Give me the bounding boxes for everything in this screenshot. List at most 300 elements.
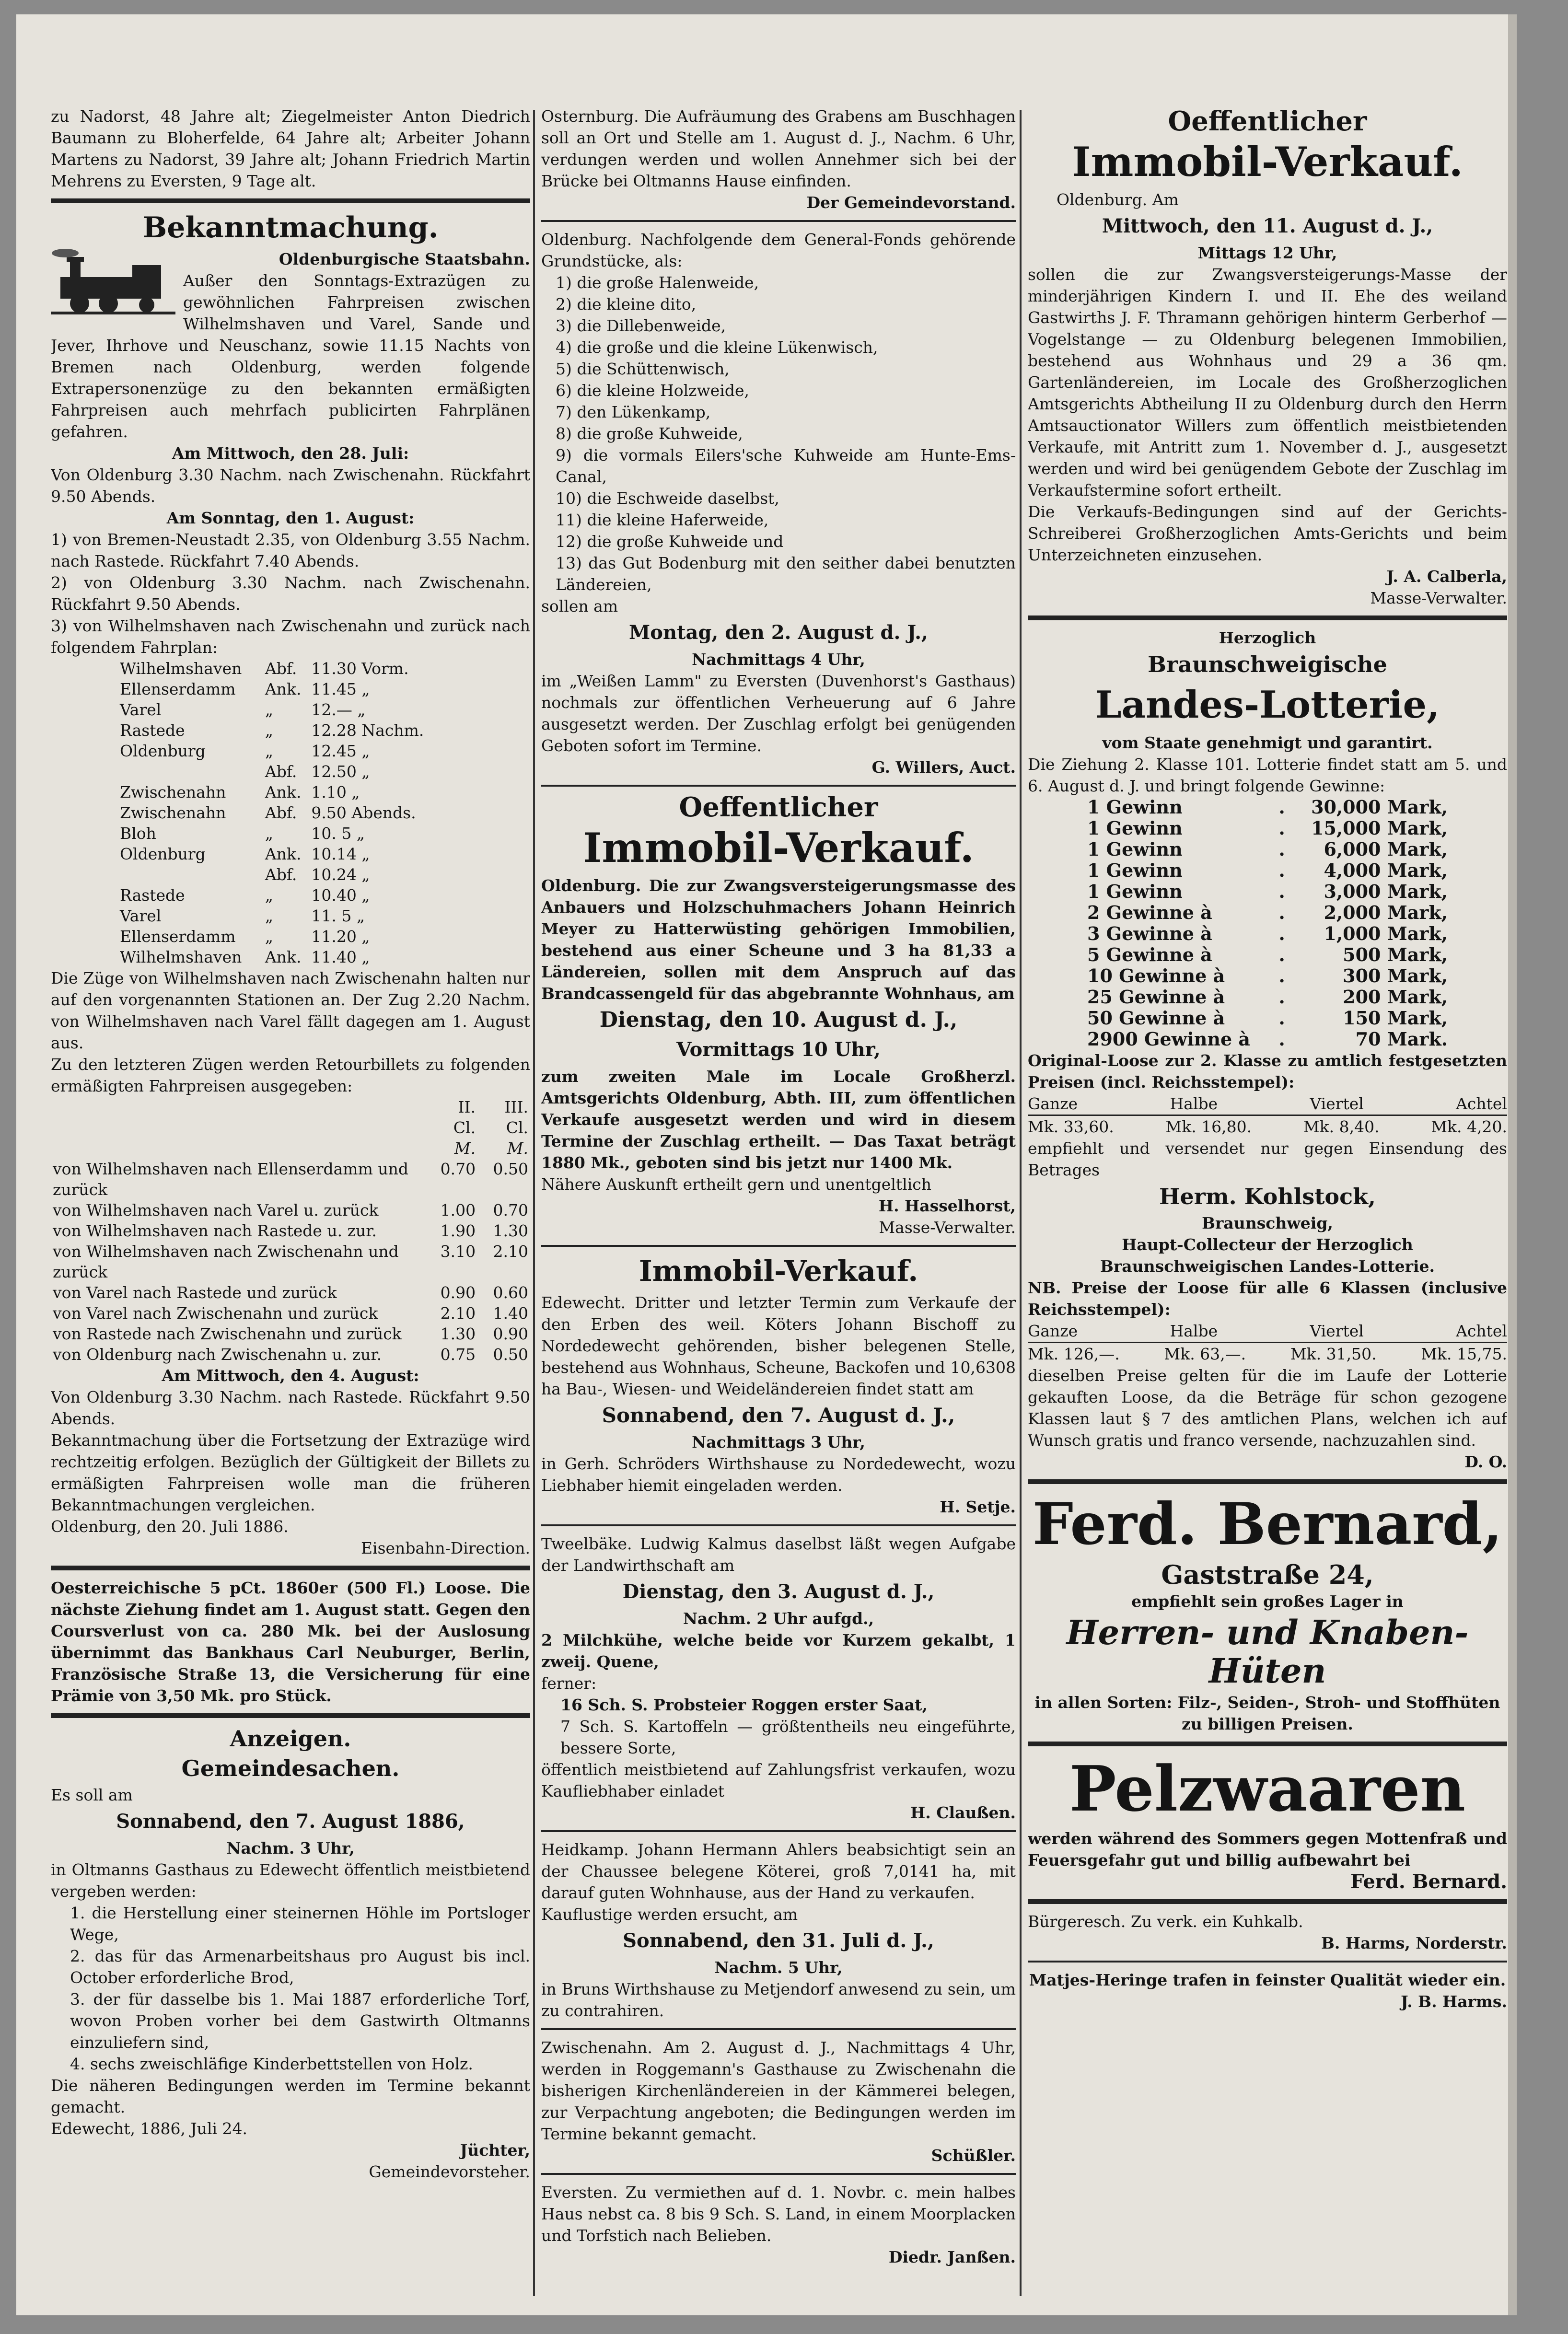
fahrplan-cell: „ [265, 721, 274, 740]
divider [51, 1713, 530, 1718]
preis-head-viertel: Viertel [1310, 1322, 1364, 1340]
sonntag-heading: Am Sonntag, den 1. August: [166, 509, 415, 527]
fahrplan-row [118, 885, 444, 906]
divider [541, 220, 1016, 222]
gewinn-cell: 1 Gewinn [1087, 817, 1183, 839]
gewinn-cell: . [1278, 1028, 1285, 1050]
braunschweigische-heading: Braunschweigische [1148, 651, 1387, 677]
retour-row [51, 1324, 530, 1344]
gewinn-cell: 3,000 Mark, [1324, 881, 1448, 902]
sollen-am: sollen am [541, 597, 618, 615]
newspaper-page [16, 14, 1517, 2315]
column-right [1028, 105, 1507, 2291]
retour-unit-3: M. [507, 1139, 528, 1158]
pelzwaaren-heading: Pelzwaaren [1069, 1752, 1466, 1825]
fahrplan-cell: „ [265, 906, 274, 925]
fahrplan-cell: Wilhelmshaven [120, 659, 242, 678]
preis-ganze: Mk. 126,—. [1028, 1345, 1120, 1363]
fahrplan-table [118, 658, 444, 967]
fahrplan-cell: Ellenserdamm [120, 927, 236, 946]
fahrplan-cell: 9.50 Abends. [311, 803, 416, 822]
retour-cell: 0.50 [493, 1345, 528, 1364]
preis-ganze: Mk. 33,60. [1028, 1117, 1114, 1136]
preis-row [1028, 1115, 1507, 1138]
column-middle [541, 105, 1016, 2291]
retour-row [51, 1220, 530, 1241]
fahrplan-cell [118, 761, 263, 782]
fahrplan-cell: Bloh [120, 824, 156, 843]
signature: Diedr. Janßen. [888, 2248, 1016, 2266]
bruns-text: in Bruns Wirthshause zu Metjendorf anwesend zu sein, um zu contrahiren. [541, 1980, 1016, 2020]
heidkamp-text: Heidkamp. Johann Hermann Ahlers beabsichtigt sein an der Chaussee belegene Köterei, groß 7,0141 ha, mit darauf guten Wohnhause, aus der Hand zu verkaufen. [541, 1840, 1016, 1902]
anzeigen-heading: Anzeigen. [230, 1726, 351, 1752]
kohlstock-heading: Herm. Kohlstock, [1159, 1184, 1376, 1209]
fahrplan-cell: Abf. [265, 803, 297, 822]
list-item: 11) die kleine Haferweide, [556, 511, 769, 529]
fahrplan-cell: 11.20 „ [311, 927, 370, 946]
sonnabend-date: Sonnabend, den 31. Juli d. J., [623, 1929, 934, 1952]
time: Nachmittags 3 Uhr, [692, 1433, 865, 1451]
time: Vormittags 10 Uhr, [676, 1038, 881, 1061]
fahrplan-cell: Ank. [265, 680, 302, 698]
thramann-text: sollen die zur Zwangsversteigerungs-Masse der minderjährigen Kindern I. und II. Ehe des weiland Gastwirths J. F. Thramann gehörigen hinterm Gerberhof — Vogelstange — zu Oldenburg belegenen Immobilien, bestehend aus Wohnhaus und 29 a 36 qm. Gartenländereien, im Locale des Großherzoglichen Amtsgerichts Abtheilung II zu Oldenburg durch den Herrn Amtsauctionator Willers zum öffentlich meistbietenden Verkaufe, mit Antritt zum 1. November d. J., ausgesetzt werden und wird bei genügendem Gebote der Zuschlag im Verkaufstermine sofort ertheilt. [1028, 265, 1507, 499]
divider [541, 2173, 1016, 2175]
retour-cell: 0.75 [440, 1345, 476, 1364]
signature: G. Willers, Auct. [871, 758, 1016, 777]
fahrplan-cell: „ [265, 886, 274, 905]
gewinn-cell: 15,000 Mark, [1311, 817, 1448, 839]
signature: J. B. Harms. [1401, 1992, 1507, 2011]
column-left [51, 105, 530, 2291]
retour-cell: 1.30 [440, 1324, 476, 1343]
gewinn-cell: 2,000 Mark, [1324, 902, 1448, 923]
gewinn-cell: 300 Mark, [1343, 965, 1448, 987]
signature-title: Gemeindevorsteher. [369, 2162, 530, 2181]
list-item: 8) die große Kuhweide, [556, 424, 743, 443]
fahrplan-cell: 12.28 Nachm. [311, 721, 424, 740]
retour-cell: 0.90 [493, 1324, 528, 1343]
fahrplan-row [118, 906, 444, 926]
gewinn-row [1085, 818, 1450, 839]
retour-cell: von Varel nach Zwischenahn und zurück [53, 1304, 378, 1323]
oesterr-loose-ad: Oesterreichische 5 pCt. 1860er (500 Fl.) Loose. Die nächste Ziehung findet am 1. August statt. Gegen den Coursverlust von ca. 280 Mk. bei der Auslosung übernimmt das Bankhaus Carl Neuburger, Berlin, Französische Straße 13, die Versicherung für eine Prämie von 3,50 Mk. pro Stück. [51, 1579, 530, 1705]
immobil-verkauf-heading-2: Immobil-Verkauf. [639, 1254, 918, 1288]
gewinn-row [1085, 1008, 1450, 1029]
matjes-text: Matjes-Heringe trafen in feinster Qualität wieder ein. [1029, 1971, 1506, 1989]
osternburg-text: Osternburg. Die Aufräumung des Grabens am Buschhagen soll an Ort und Stelle am 1. August d. J., Nachm. 6 Uhr, verdungen werden und wollen Annehmer sich bei der Brücke bei Oltmanns Hause einfinden. [541, 107, 1016, 190]
empfiehlt-text: empfiehlt und versendet nur gegen Einsendung des Betrages [1028, 1139, 1507, 1179]
signature-name: H. Hasselhorst, [878, 1196, 1016, 1215]
retour-cell: von Rastede nach Zwischenahn und zurück [53, 1324, 402, 1343]
auskunft-text: Nähere Auskunft ertheilt gern und unentgeltlich [541, 1175, 931, 1194]
fahrplan-cell: Varel [120, 906, 162, 925]
list-item: 13) das Gut Bodenburg mit den seither dabei benutzten Ländereien, [556, 554, 1016, 594]
fahrplan-row [118, 761, 444, 782]
retour-cell: von Oldenburg nach Zwischenahn u. zur. [53, 1345, 382, 1364]
retour-head-2: II. Cl. [453, 1098, 476, 1137]
gewinn-cell: . [1278, 965, 1285, 987]
fahrplan-cell: Rastede [120, 886, 185, 905]
ferner: ferner: [541, 1674, 597, 1693]
retour-cell: 0.70 [440, 1160, 476, 1178]
fahrplan-row [118, 720, 444, 741]
fahrplan-cell: Ank. [265, 783, 302, 801]
gemeindesachen-heading: Gemeindesachen. [181, 1755, 400, 1781]
gewinn-cell: 500 Mark, [1343, 944, 1448, 965]
list-item: 12) die große Kuhweide und [556, 532, 784, 551]
gewinn-cell: . [1278, 986, 1285, 1008]
preis-head-achtel: Achtel [1456, 1094, 1507, 1113]
gewinn-row [1085, 987, 1450, 1008]
retour-cell: 0.60 [493, 1283, 528, 1302]
retour-table [51, 1097, 530, 1365]
garantirt: vom Staate genehmigt und garantirt. [1102, 733, 1433, 752]
gewinn-row [1085, 860, 1450, 881]
retour-cell: 0.50 [493, 1160, 528, 1178]
gewinn-row [1085, 1029, 1450, 1050]
retour-unit-2: M. [454, 1139, 476, 1158]
retour-cell: 0.90 [440, 1283, 476, 1302]
kuehe-text: 2 Milchkühe, welche beide vor Kurzem gekalbt, 1 zweij. Quene, [541, 1631, 1016, 1671]
divider [51, 1566, 530, 1570]
fahrplan-cell: Abf. [265, 762, 297, 781]
sonntag-item: 3) von Wilhelmshaven nach Zwischenahn und zurück nach folgendem Fahrplan: [51, 616, 530, 657]
roggen-text: 16 Sch. S. Probsteier Roggen erster Saat, [560, 1695, 928, 1714]
signature: Schüßler. [931, 2146, 1016, 2165]
dieselben-preise: dieselben Preise gelten für die im Laufe der Lotterie gekauften Loose, da die Beträge für schon gezogene Klassen laut § 7 des amtlichen Plans, welchen ich auf Wunsch gratis und franco versende, nachzuzahlen sind. [1028, 1366, 1507, 1450]
preis-head-ganze: Ganze [1028, 1094, 1078, 1113]
meyer-text-2: zum zweiten Male im Locale Großherzl. Amtsgerichts Oldenburg, Abth. III, zum öffentlichen Verkaufe ausgesetzt werden und wird in diesem Termine der Zuschlag ertheilt. — Das Taxat beträgt 1880 Mk., geboten sind bis jetzt nur 1400 Mk. [541, 1067, 1016, 1172]
fahrplan-cell [118, 864, 263, 885]
herzoglich: Herzoglich [1219, 628, 1316, 647]
retour-head-3: III. Cl. [504, 1098, 528, 1137]
gaststrasse: Gaststraße 24, [1161, 1559, 1374, 1590]
fahrplan-cell: 11.30 Vorm. [311, 659, 409, 678]
divider [541, 1524, 1016, 1526]
mittwoch2-text: Von Oldenburg 3.30 Nachm. nach Rastede. Rückfahrt 9.50 Abends. [51, 1388, 530, 1428]
fahrplan-cell: 12.45 „ [311, 742, 370, 760]
gewinn-cell: . [1278, 1007, 1285, 1029]
original-loose: Original-Loose zur 2. Klasse zu amtlich festgesetzten Preisen (incl. Reichsstempel): [1028, 1051, 1507, 1092]
divider [541, 1245, 1016, 1247]
gewinn-row [1085, 923, 1450, 944]
gewinne-table [1085, 797, 1450, 1050]
meyer-text: Oldenburg. Die zur Zwangsversteigerungsmasse des Anbauers und Holzschuhmachers Johann Heinrich Meyer zu Hatterwüsting gehörigen Immobilien, bestehend aus einer Scheune und 3 ha 81,33 a Ländereien, sollen mit dem Anspruch auf das Brandcassengeld für das abgebrannte Wohnhaus, am [541, 876, 1016, 1003]
divider [1028, 615, 1507, 620]
retour-row [51, 1303, 530, 1324]
gewinn-cell: 5 Gewinne à [1087, 944, 1212, 965]
fahrplan-cell: Wilhelmshaven [120, 948, 242, 966]
fahrplan-cell: 10.24 „ [311, 865, 370, 884]
dienstag-date: Dienstag, den 3. August d. J., [622, 1580, 935, 1603]
gewinn-cell: 10 Gewinne à [1087, 965, 1225, 987]
divider [541, 785, 1016, 787]
time: Nachm. 3 Uhr, [226, 1839, 355, 1858]
preis-row-2 [1028, 1342, 1507, 1365]
es-soll: Es soll am [51, 1786, 133, 1804]
list-item: 3. der für dasselbe bis 1. Mai 1887 erforderliche Torf, wovon Proben vorher bei dem Gastwirth Oltmanns einzuliefern sind, [70, 1990, 530, 2052]
signature: H. Claußen. [910, 1803, 1016, 1822]
signature: H. Setje. [940, 1498, 1016, 1516]
braunschweig: Braunschweig, [1202, 1214, 1333, 1232]
gewinn-cell: . [1278, 923, 1285, 944]
fahrplan-row [118, 864, 444, 885]
divider [1028, 1479, 1507, 1484]
fahrplan-cell: Zwischenahn [120, 783, 226, 801]
sonntag-item: 2) von Oldenburg 3.30 Nachm. nach Zwischenahn. Rückfahrt 9.50 Abends. [51, 573, 530, 614]
oeffentlicher-heading: Oeffentlicher [1168, 105, 1367, 137]
retour-cell: von Wilhelmshaven nach Varel u. zurück [53, 1201, 379, 1219]
immobil-verkauf-heading: Immobil-Verkauf. [583, 824, 974, 871]
fahrplan-cell: 12.50 „ [311, 762, 370, 781]
fahrplan-cell: 11.45 „ [311, 680, 370, 698]
time: Nachm. 5 Uhr, [714, 1958, 843, 1977]
buergeresch-text: Bürgeresch. Zu verk. ein Kuhkalb. [1028, 1912, 1303, 1931]
dienstag-date: Dienstag, den 10. August d. J., [599, 1008, 958, 1032]
fahrplan-cell: 1.10 „ [311, 783, 360, 801]
signature: D. O. [1464, 1452, 1507, 1471]
fahrplan-cell: 10.14 „ [311, 845, 370, 863]
retour-row [51, 1344, 530, 1365]
hueten-heading: Hüten [1208, 1651, 1326, 1691]
gewinn-cell: 4,000 Mark, [1324, 859, 1448, 881]
fahrplan-cell: Zwischenahn [120, 803, 226, 822]
preis-achtel: Mk. 15,75. [1421, 1345, 1507, 1363]
oltmann-text: in Oltmanns Gasthaus zu Edewecht öffentlich meistbietend vergeben werden: [51, 1860, 530, 1901]
preis-head-achtel: Achtel [1456, 1322, 1507, 1340]
fahrplan-cell: Varel [120, 700, 162, 719]
gewinn-cell: 2900 Gewinne à [1087, 1028, 1251, 1050]
immobil-verkauf-heading: Immobil-Verkauf. [1072, 138, 1463, 186]
column-divider [1020, 110, 1022, 2296]
sorten-text: in allen Sorten: Filz-, Seiden-, Stroh- und Stoffhüten zu billigen Preisen. [1034, 1693, 1500, 1733]
preis-head-halbe: Halbe [1170, 1094, 1218, 1113]
list-item: 4) die große und die kleine Lükenwisch, [556, 338, 878, 357]
preis-achtel: Mk. 4,20. [1431, 1117, 1507, 1136]
edewecht-date: Edewecht, 1886, Juli 24. [51, 2119, 248, 2138]
fahrplan-cell: „ [265, 700, 274, 719]
gewinn-row [1085, 944, 1450, 965]
gewinn-cell: . [1278, 859, 1285, 881]
fahrplan-cell: 12.— „ [311, 700, 366, 719]
gewinn-cell: . [1278, 944, 1285, 965]
gewinn-cell: . [1278, 838, 1285, 860]
gewinn-cell: 25 Gewinne à [1087, 986, 1225, 1008]
time: Nachmittags 4 Uhr, [692, 650, 865, 669]
fahrplan-row [118, 823, 444, 844]
bernard-heading: Ferd. Bernard, [1032, 1490, 1503, 1558]
divider [541, 1830, 1016, 1832]
fahrplan-cell: Ank. [265, 845, 302, 863]
mittwoch-heading: Am Mittwoch, den 28. Juli: [172, 444, 409, 463]
list-item: 3) die Dillebenweide, [556, 316, 726, 335]
gewinn-cell: 1 Gewinn [1087, 881, 1183, 902]
locomotive-icon [51, 248, 175, 315]
retour-cell: 1.40 [493, 1304, 528, 1323]
divider [1028, 1961, 1507, 1962]
preis-viertel: Mk. 8,40. [1303, 1117, 1380, 1136]
tweelbaeke-text: Tweelbäke. Ludwig Kalmus daselbst läßt wegen Aufgabe der Landwirthschaft am [541, 1534, 1016, 1575]
gewinn-cell: 1 Gewinn [1087, 838, 1183, 860]
zuege-text: Die Züge von Wilhelmshaven nach Zwischenahn halten nur auf den vorgenannten Stationen an. Der Zug 2.20 Nachm. von Wilhelmshaven nach Varel fällt dagegen am 1. August aus. [51, 969, 530, 1052]
retour-cell: 3.10 [440, 1242, 476, 1261]
schroeder-text: in Gerh. Schröders Wirthshause zu Nordedewecht, wozu Liebhaber hiemit eingeladen werden. [541, 1454, 1016, 1495]
gewinn-row [1085, 902, 1450, 923]
fahrplan-cell: „ [265, 824, 274, 843]
retour-text: Zu den letzteren Zügen werden Retourbillets zu folgenden ermäßigten Fahrpreisen ausgegeben: [51, 1055, 530, 1095]
list-item: 1) die große Halenweide, [556, 273, 759, 292]
oeffentlicher-heading: Oeffentlicher [679, 791, 878, 823]
zwischenahn-text: Zwischenahn. Am 2. August d. J., Nachmittags 4 Uhr, werden in Roggemann's Gasthause zu Zwischenahn die bisherigen Kirchenländereien in der Kämmerei belegen, zur Verpachtung angeboten; die Bedingungen werden im Termine bekannt gemacht. [541, 2038, 1016, 2143]
list-item: 2) die kleine dito, [556, 295, 697, 314]
gewinn-cell: 3 Gewinne à [1087, 923, 1212, 944]
mittwoch2-heading: Am Mittwoch, den 4. August: [162, 1366, 419, 1385]
oldenburg-am: Oldenburg. Am [1057, 190, 1179, 209]
fahrplan-row [118, 926, 444, 947]
time: Nachm. 2 Uhr aufgd., [683, 1609, 874, 1628]
signature-title: Masse-Verwalter. [879, 1218, 1016, 1237]
preis-head-halbe: Halbe [1170, 1322, 1218, 1340]
gewinn-cell: 6,000 Mark, [1324, 838, 1448, 860]
retour-row [51, 1241, 530, 1282]
retour-cell: 1.30 [493, 1221, 528, 1240]
fahrplan-row [118, 658, 444, 679]
gewinn-cell: 2 Gewinne à [1087, 902, 1212, 923]
preis-header [1028, 1093, 1507, 1115]
montag-date: Montag, den 2. August d. J., [629, 621, 928, 644]
retour-cell: 1.90 [440, 1221, 476, 1240]
ziehung-text: Die Ziehung 2. Klasse 101. Lotterie findet statt am 5. und 6. August d. J. und bringt folgende Gewinne: [1028, 755, 1507, 795]
divider [541, 2028, 1016, 2030]
eversten-text: Eversten. Zu vermiethen auf d. 1. Novbr. c. mein halbes Haus nebst ca. 8 bis 9 Sch. S. Land, in einem Moorplacken und Torfstich nach Belieben. [541, 2183, 1016, 2245]
preis-header-2 [1028, 1320, 1507, 1342]
preis-head-ganze: Ganze [1028, 1322, 1078, 1340]
mittwoch-text: Von Oldenburg 3.30 Nachm. nach Zwischenahn. Rückfahrt 9.50 Abends. [51, 465, 530, 506]
gewinn-cell: . [1278, 817, 1285, 839]
fahrplan-cell: „ [265, 742, 274, 760]
retour-cell: 2.10 [493, 1242, 528, 1261]
lager-text: empfiehlt sein großes Lager in [1131, 1592, 1404, 1611]
divider [51, 198, 530, 203]
fahrplan-row [118, 741, 444, 761]
retour-row [51, 1200, 530, 1220]
gemeinde-items-list [51, 1902, 530, 2075]
retour-cell: von Varel nach Rastede und zurück [53, 1283, 337, 1302]
retour-cell: 1.00 [440, 1201, 476, 1219]
direction-signature: Eisenbahn-Direction. [360, 1539, 530, 1557]
gewinn-cell: 1 Gewinn [1087, 796, 1183, 818]
sonnabend-date: Sonnabend, den 7. August 1886, [116, 1810, 465, 1833]
gewinn-cell: 50 Gewinne à [1087, 1007, 1225, 1029]
fahrplan-cell: Rastede [120, 721, 185, 740]
fahrplan-row [118, 782, 444, 802]
bedingungen-text: Die näheren Bedingungen werden im Termine bekannt gemacht. [51, 2076, 530, 2116]
gewinn-cell: . [1278, 881, 1285, 902]
list-item: 5) die Schüttenwisch, [556, 360, 730, 378]
fahrplan-row [118, 947, 444, 967]
kartoffeln-text: 7 Sch. S. Kartoffeln — größtentheils neu eingeführte, bessere Sorte, [560, 1717, 1016, 1757]
list-item: 10) die Eschweide daselbst, [556, 489, 779, 508]
landes-lotterie-heading: Landes-Lotterie, [1095, 683, 1440, 727]
nb-text: NB. Preise der Loose für alle 6 Klassen (inclusive Reichsstempel): [1028, 1278, 1507, 1319]
fahrplan-cell: Ellenserdamm [120, 680, 236, 698]
datum: Oldenburg, den 20. Juli 1886. [51, 1517, 289, 1536]
staatsbahn-intro: Außer den Sonntags-Extrazügen zu gewöhnlichen Fahrpreisen zwischen Wilhelmshaven und Varel, Sande und Jever, Ihrhove und Neuschanz, sowie 11.15 Nachts von Bremen nach Oldenburg, werden folgende Extrapersonenzüge zu den bekannten ermäßigten Fahrpreisen auch mehrfach publicirten Fahrplänen gefahren. [51, 271, 530, 441]
bedingungen-text: Die Verkaufs-Bedingungen sind auf der Gerichts-Schreiberei Großherzoglichen Amts-Gerichts und beim Unterzeichneten einzusehen. [1028, 502, 1507, 564]
fahrplan-row [118, 679, 444, 699]
signature-name: Jüchter, [460, 2141, 530, 2160]
gewinn-row [1085, 797, 1450, 818]
staatsbahn-heading: Oldenburgische Staatsbahn. [279, 250, 530, 268]
zahlung-text: öffentlich meistbietend auf Zahlungsfrist verkaufen, wozu Kaufliebhaber einladet [541, 1760, 1016, 1800]
preis-halbe: Mk. 63,—. [1164, 1345, 1246, 1363]
retour-row [51, 1159, 530, 1200]
edewecht-text: Edewecht. Dritter und letzter Termin zum Verkaufe der den Erben des weil. Köters Johann Bischoff zu Nordedewecht gehörenden, bisher belegenen Stelle, bestehend aus Wohnhaus, Scheune, Backofen und 10,6308 ha Bau-, Wiesen- und Weideländereien findet statt am [541, 1293, 1016, 1398]
gewinn-row [1085, 965, 1450, 987]
fahrplan-row [118, 802, 444, 823]
list-item: 6) die kleine Holzweide, [556, 381, 750, 400]
pelz-text: werden während des Sommers gegen Mottenfraß und Feuersgefahr gut und billig aufbewahrt bei [1028, 1829, 1507, 1870]
fahrplan-cell: 11. 5 „ [311, 906, 365, 925]
list-item: 2. das für das Armenarbeitshaus pro August bis incl. October erforderliche Brod, [70, 1947, 530, 1987]
preis-head-viertel: Viertel [1310, 1094, 1364, 1113]
signature-name: J. A. Calberla, [1386, 567, 1507, 586]
fahrplan-cell: 10. 5 „ [311, 824, 365, 843]
gewinn-row [1085, 881, 1450, 902]
retour-cell: 2.10 [440, 1304, 476, 1323]
fortsetzung-text: Bekanntmachung über die Fortsetzung der Extrazüge wird rechtzeitig erfolgen. Bezüglich der Gültigkeit der Billets zu ermäßigten Fahrpreisen wolle man die früheren Bekanntmachungen vergleichen. [51, 1431, 530, 1514]
retour-cell: 0.70 [493, 1201, 528, 1219]
signature: Ferd. Bernard. [1350, 1870, 1507, 1893]
fahrplan-cell: Abf. [265, 659, 297, 678]
signature-title: Masse-Verwalter. [1370, 589, 1507, 607]
signature: Der Gemeindevorstand. [806, 193, 1016, 212]
gewinn-cell: . [1278, 902, 1285, 923]
sonnabend-date: Sonnabend, den 7. August d. J., [602, 1404, 955, 1427]
fahrplan-row [118, 699, 444, 720]
fahrplan-cell: Abf. [265, 865, 297, 884]
gewinn-cell: 200 Mark, [1343, 986, 1448, 1008]
mittwoch-date: Mittwoch, den 11. August d. J., [1102, 215, 1433, 237]
retour-cell: von Wilhelmshaven nach Zwischenahn und zurück [53, 1242, 399, 1281]
grundstuecke-list [541, 272, 1016, 595]
fahrplan-cell: Oldenburg [120, 742, 206, 760]
bekanntmachung-title: Bekanntmachung. [142, 211, 439, 244]
list-item: 4. sechs zweischläfige Kinderbettstellen von Holz. [70, 2055, 473, 2073]
divider [1028, 1742, 1507, 1746]
gewinn-row [1085, 839, 1450, 860]
signature: B. Harms, Norderstr. [1321, 1934, 1507, 1952]
preis-halbe: Mk. 16,80. [1165, 1117, 1252, 1136]
column-divider [533, 110, 535, 2296]
gewinn-cell: 1,000 Mark, [1324, 923, 1448, 944]
gewinn-cell: 30,000 Mark, [1311, 796, 1448, 818]
list-item: 1. die Herstellung einer steinernen Höhle im Portsloger Wege, [70, 1904, 530, 1944]
fahrplan-cell: 10.40 „ [311, 886, 370, 905]
sonntag-item: 1) von Bremen-Neustadt 2.35, von Oldenburg 3.55 Nachm. nach Rastede. Rückfahrt 7.40 Abends. [51, 530, 530, 570]
fahrplan-row [118, 844, 444, 864]
gewinn-cell: 150 Mark, [1343, 1007, 1448, 1029]
fahrplan-cell: Ank. [265, 948, 302, 966]
oldenburg-intro: Oldenburg. Nachfolgende dem General-Fonds gehörende Grundstücke, als: [541, 230, 1016, 270]
retour-cell: von Wilhelmshaven nach Ellenserdamm und zurück [53, 1160, 408, 1199]
list-item: 7) den Lükenkamp, [556, 403, 711, 421]
gewinn-cell: 70 Mark. [1355, 1028, 1448, 1050]
lamm-text: im „Weißen Lamm" zu Eversten (Duvenhorst's Gasthaus) nochmals zur öffentlichen Verheuerung auf 6 Jahre ausgesetzt werden. Der Zuschlag erfolgt bei genügenden Geboten sofort im Termine. [541, 672, 1016, 755]
retour-cell: von Wilhelmshaven nach Rastede u. zur. [53, 1221, 377, 1240]
fahrplan-cell: 11.40 „ [311, 948, 370, 966]
obituary-text: zu Nadorst, 48 Jahre alt; Ziegelmeister Anton Diedrich Baumann zu Bloherfelde, 64 Jahre alt; Arbeiter Johann Martens zu Nadorst, 39 Jahre alt; Johann Friedrich Martin Mehrens zu Eversten, 9 Tage alt. [51, 107, 530, 190]
